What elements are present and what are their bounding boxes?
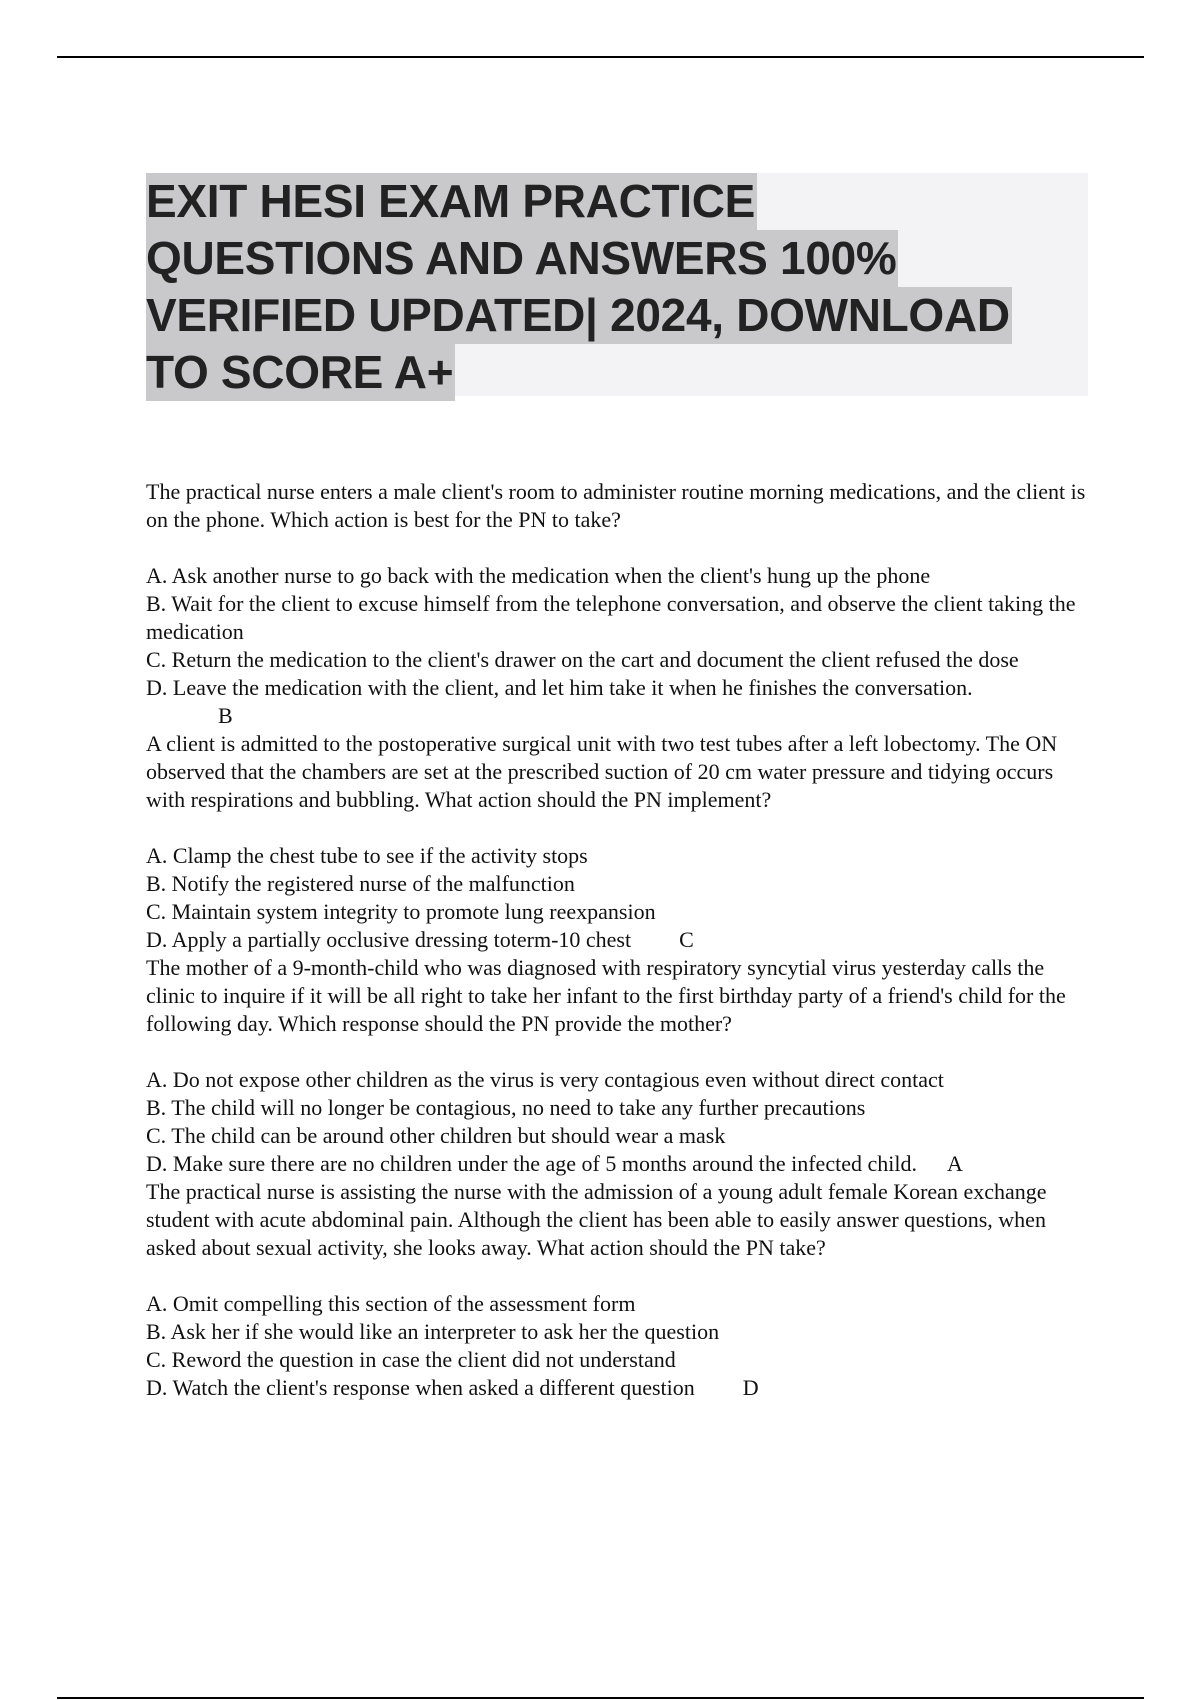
option-item: A. Ask another nurse to go back with the medication when the client's hung up the phone xyxy=(146,563,931,588)
option-item: B. Wait for the client to excuse himself from the telephone conversation, and observe the client taking the medication xyxy=(146,591,1076,644)
question-block xyxy=(146,730,1091,954)
question-block xyxy=(146,478,1091,730)
option-item: C. The child can be around other children but should wear a mask xyxy=(146,1123,726,1148)
questions-content xyxy=(146,478,1091,1402)
option-item: C. Reword the question in case the client did not understand xyxy=(146,1347,676,1372)
option-text: D. Watch the client's response when asked a different question xyxy=(146,1375,695,1400)
option-text: D. Apply a partially occlusive dressing toterm-10 chest xyxy=(146,927,632,952)
option-item: B. Notify the registered nurse of the malfunction xyxy=(146,871,575,896)
title-line: TO SCORE A+ xyxy=(146,344,455,401)
options-list xyxy=(146,842,1091,954)
options-list xyxy=(146,1290,1091,1402)
option-item: C. Return the medication to the client's drawer on the cart and document the client refused the dose xyxy=(146,647,1019,672)
question-text: A client is admitted to the postoperative surgical unit with two test tubes after a left lobectomy. The ON observed that the chambers are set at the prescribed suction of 20 cm water pressure and tidying occurs with respirations and bubbling. What action should the PN implement? xyxy=(146,731,1058,812)
answer-key: D xyxy=(742,1375,759,1400)
option-item: B. Ask her if she would like an interpreter to ask her the question xyxy=(146,1319,720,1344)
option-item xyxy=(146,1374,1091,1402)
question-block xyxy=(146,1178,1091,1402)
title-block xyxy=(146,173,1088,396)
answer-key: C xyxy=(679,927,694,952)
option-item xyxy=(146,926,1091,954)
option-item xyxy=(146,674,1091,730)
options-list xyxy=(146,562,1091,730)
answer-key: A xyxy=(946,1151,963,1176)
option-item: A. Do not expose other children as the virus is very contagious even without direct contact xyxy=(146,1067,944,1092)
question-block xyxy=(146,954,1091,1178)
option-item: A. Clamp the chest tube to see if the activity stops xyxy=(146,843,588,868)
option-item: C. Maintain system integrity to promote lung reexpansion xyxy=(146,899,656,924)
option-item: B. The child will no longer be contagious, no need to take any further precautions xyxy=(146,1095,866,1120)
title-line: EXIT HESI EXAM PRACTICE xyxy=(146,173,757,230)
option-text: D. Make sure there are no children under the age of 5 months around the infected child. xyxy=(146,1151,917,1176)
option-text: D. Leave the medication with the client, and let him take it when he finishes the conversation. xyxy=(146,675,973,700)
option-item: A. Omit compelling this section of the assessment form xyxy=(146,1291,636,1316)
answer-key: B xyxy=(218,703,233,728)
top-divider xyxy=(57,56,1144,58)
options-list xyxy=(146,1066,1091,1178)
title-line: QUESTIONS AND ANSWERS 100% xyxy=(146,230,898,287)
bottom-divider xyxy=(57,1697,1144,1699)
question-text: The mother of a 9-month-child who was diagnosed with respiratory syncytial virus yesterday calls the clinic to inquire if it will be all right to take her infant to the first birthday party of a friend's child for the following day. Which response should the PN provide the mother? xyxy=(146,955,1066,1036)
title-line: VERIFIED UPDATED| 2024, DOWNLOAD xyxy=(146,287,1012,344)
question-text: The practical nurse enters a male client's room to administer routine morning medications, and the client is on the phone. Which action is best for the PN to take? xyxy=(146,479,1086,532)
document-title xyxy=(146,173,1088,401)
question-text: The practical nurse is assisting the nurse with the admission of a young adult female Korean exchange student with acute abdominal pain. Although the client has been able to easily answer questions, when asked about sexual activity, she looks away. What action should the PN take? xyxy=(146,1179,1047,1260)
option-item xyxy=(146,1150,1091,1178)
